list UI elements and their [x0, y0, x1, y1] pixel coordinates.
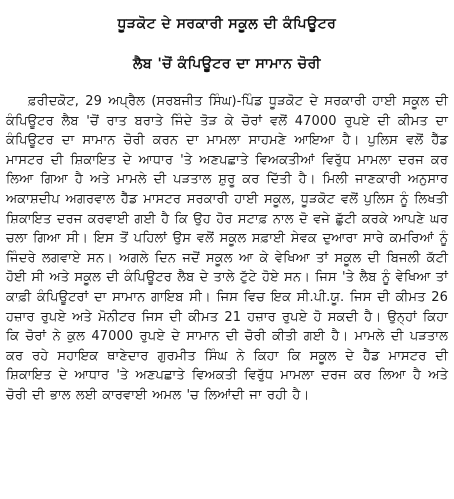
- article-body: [6, 92, 448, 406]
- headline: [6, 4, 448, 84]
- article-text: ਪਿੰਡ ਧੂੜਕੋਟ ਦੇ ਸਰਕਾਰੀ ਹਾਈ ਸਕੂਲ ਦੀ ਕੰਪਿਊਟਰ ਲੈਬ 'ਚੋਂ ਰਾਤ ਬਰਾਤੇ ਜਿੰਦੇ ਤੋੜ ਕੇ ਚੋਰਾਂ ਵਲੋਂ 47000 ਰੁਪਏ ਦੀ ਕੀਮਤ ਦਾ ਕੰਪਿਊਟਰ ਦਾ ਸਾਮਾਨ ਚੋਰੀ ਕਰਨ ਦਾ ਮਾਮਲਾ ਸਾਹਮਣੇ ਆਇਆ ਹੈ। ਪੁਲਿਸ ਵਲੋਂ ਹੈੱਡ ਮਾਸਟਰ ਦੀ ਸ਼ਿਕਾਇਤ ਦੇ ਆਧਾਰ 'ਤੇ ਅਣਪਛਾਤੇ ਵਿਅਕਤੀਆਂ ਵਿਰੁੱਧ ਮਾਮਲਾ ਦਰਜ ਕਰ ਲਿਆ ਗਿਆ ਹੈ ਅਤੇ ਮਾਮਲੇ ਦੀ ਪੜਤਾਲ ਸ਼ੁਰੂ ਕਰ ਦਿੱਤੀ ਹੈ। ਮਿਲੀ ਜਾਣਕਾਰੀ ਅਨੁਸਾਰ ਅਕਾਸ਼ਦੀਪ ਅਗਰਵਾਲ ਹੈੱਡ ਮਾਸਟਰ ਸਰਕਾਰੀ ਹਾਈ ਸਕੂਲ, ਧੂੜਕੋਟ ਵਲੋਂ ਪੁਲਿਸ ਨੂੰ ਲਿਖਤੀ ਸ਼ਿਕਾਇਤ ਦਰਜ ਕਰਵਾਈ ਗਈ ਹੈ ਕਿ ਉਹ ਹੋਰ ਸਟਾਫ਼ ਨਾਲ ਦੋ ਵਜੇ ਛੁੱਟੀ ਕਰਕੇ ਆਪਣੇ ਘਰ ਚਲਾ ਗਿਆ ਸੀ। ਇਸ ਤੋਂ ਪਹਿਲਾਂ ਉਸ ਵਲੋਂ ਸਕੂਲ ਸਫ਼ਾਈ ਸੇਵਕ ਦੁਆਰਾ ਸਾਰੇ ਕਮਰਿਆਂ ਨੂੰ ਜਿੰਦਰੇ ਲਗਵਾਏ ਸਨ। ਅਗਲੇ ਦਿਨ ਜਦੋਂ ਸਕੂਲ ਆ ਕੇ ਵੇਖਿਆ ਤਾਂ ਸਕੂਲ ਦੀ ਬਿਜਲੀ ਕੱਟੀ ਹੋਈ ਸੀ ਅਤੇ ਸਕੂਲ ਦੀ ਕੰਪਿਊਟਰ ਲੈਬ ਦੇ ਤਾਲੇ ਟੁੱਟੇ ਹੋਏ ਸਨ। ਜਿਸ 'ਤੇ ਲੈਬ ਨੂੰ ਵੇਖਿਆ ਤਾਂ ਕਾਫ਼ੀ ਕੰਪਿਊਟਰਾਂ ਦਾ ਸਾਮਾਨ ਗਾਇਬ ਸੀ। ਜਿਸ ਵਿਚ ਇਕ ਸੀ.ਪੀ.ਯੂ. ਜਿਸ ਦੀ ਕੀਮਤ 26 ਹਜ਼ਾਰ ਰੁਪਏ ਅਤੇ ਮੋਨੀਟਰ ਜਿਸ ਦੀ ਕੀਮਤ 21 ਹਜ਼ਾਰ ਰੁਪਏ ਹੋ ਸਕਦੀ ਹੈ। ਉਨ੍ਹਾਂ ਕਿਹਾ ਕਿ ਚੋਰਾਂ ਨੇ ਕੁਲ 47000 ਰੁਪਏ ਦੇ ਸਾਮਾਨ ਦੀ ਚੋਰੀ ਕੀਤੀ ਗਈ ਹੈ। ਮਾਮਲੇ ਦੀ ਪੜਤਾਲ ਕਰ ਰਹੇ ਸਹਾਇਕ ਥਾਣੇਦਾਰ ਗੁਰਮੀਤ ਸਿੰਘ ਨੇ ਕਿਹਾ ਕਿ ਸਕੂਲ ਦੇ ਹੈੱਡ ਮਾਸਟਰ ਦੀ ਸ਼ਿਕਾਇਤ ਦੇ ਆਧਾਰ 'ਤੇ ਅਣਪਛਾਤੇ ਵਿਅਕਤੀ ਵਿਰੁੱਧ ਮਾਮਲਾ ਦਰਜ ਕਰ ਲਿਆ ਹੈ ਅਤੇ ਚੋਰੀ ਦੀ ਭਾਲ ਲਈ ਕਾਰਵਾਈ ਅਮਲ 'ਚ ਲਿਆਂਦੀ ਜਾ ਰਹੀ ਹੈ।: [6, 94, 448, 403]
- dateline: ਫ਼ਰੀਦਕੋਟ, 29 ਅਪ੍ਰੈਲ (ਸਰਬਜੀਤ ਸਿੰਘ)-: [28, 94, 242, 109]
- headline-line-2: ਲੈਬ 'ਚੋਂ ਕੰਪਿਊਟਰ ਦਾ ਸਾਮਾਨ ਚੋਰੀ: [132, 56, 322, 72]
- headline-line-1: ਧੂੜਕੋਟ ਦੇ ਸਰਕਾਰੀ ਸਕੂਲ ਦੀ ਕੰਪਿਊਟਰ: [117, 16, 337, 32]
